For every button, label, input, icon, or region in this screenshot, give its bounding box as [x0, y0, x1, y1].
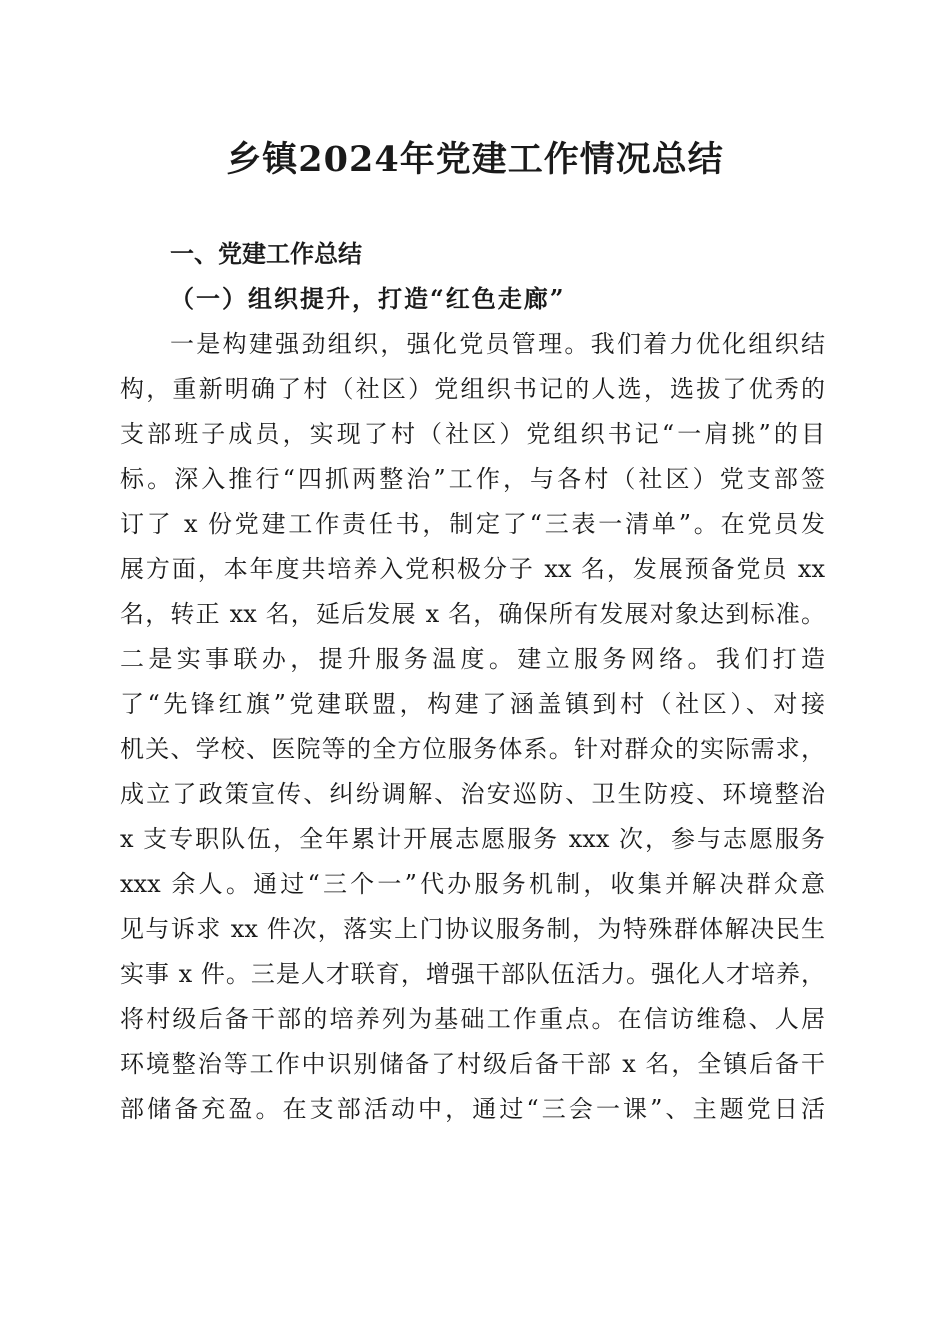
- body-line: 机关、学校、医院等的全方位服务体系。针对群众的实际需求，: [120, 735, 825, 763]
- body-line: 展方面，本年度共培养入党积极分子 xx 名，发展预备党员 xx: [120, 555, 825, 583]
- body-line: 一是构建强劲组织，强化党员管理。我们着力优化组织结: [170, 330, 825, 358]
- body-line: 订了 x 份党建工作责任书，制定了“三表一清单”。在党员发: [120, 510, 825, 538]
- body-line: xxx 余人。通过“三个一”代办服务机制，收集并解决群众意: [120, 870, 825, 898]
- body-line: 见与诉求 xx 件次，落实上门协议服务制，为特殊群体解决民生: [120, 915, 825, 943]
- body-line: 支部班子成员，实现了村（社区）党组织书记“一肩挑”的目: [120, 420, 825, 448]
- body-line: 将村级后备干部的培养列为基础工作重点。在信访维稳、人居: [120, 1005, 825, 1033]
- body-line: 实事 x 件。三是人才联育，增强干部队伍活力。强化人才培养，: [120, 960, 825, 988]
- body-line: x 支专职队伍，全年累计开展志愿服务 xxx 次，参与志愿服务: [120, 825, 825, 853]
- body-line: 成立了政策宣传、纠纷调解、治安巡防、卫生防疫、环境整治: [120, 780, 825, 808]
- body-line: 标。深入推行“四抓两整治”工作，与各村（社区）党支部签: [120, 465, 825, 493]
- document-title: 乡镇2024年党建工作情况总结: [226, 139, 724, 180]
- body-line: 名，转正 xx 名，延后发展 x 名，确保所有发展对象达到标准。: [120, 600, 825, 628]
- sub-heading: （一）组织提升，打造“红色走廊”: [170, 284, 566, 313]
- body-line: 构，重新明确了村（社区）党组织书记的人选，选拔了优秀的: [120, 375, 825, 403]
- body-line: 环境整治等工作中识别储备了村级后备干部 x 名，全镇后备干: [120, 1050, 825, 1078]
- body-line: 二是实事联办，提升服务温度。建立服务网络。我们打造: [120, 645, 825, 673]
- body-paragraph: [120, 322, 825, 1132]
- body-line: 部储备充盈。在支部活动中，通过“三会一课”、主题党日活: [120, 1095, 825, 1123]
- section-heading: 一、党建工作总结: [170, 240, 362, 268]
- body-line: 了“先锋红旗”党建联盟，构建了涵盖镇到村（社区）、对接: [120, 690, 825, 718]
